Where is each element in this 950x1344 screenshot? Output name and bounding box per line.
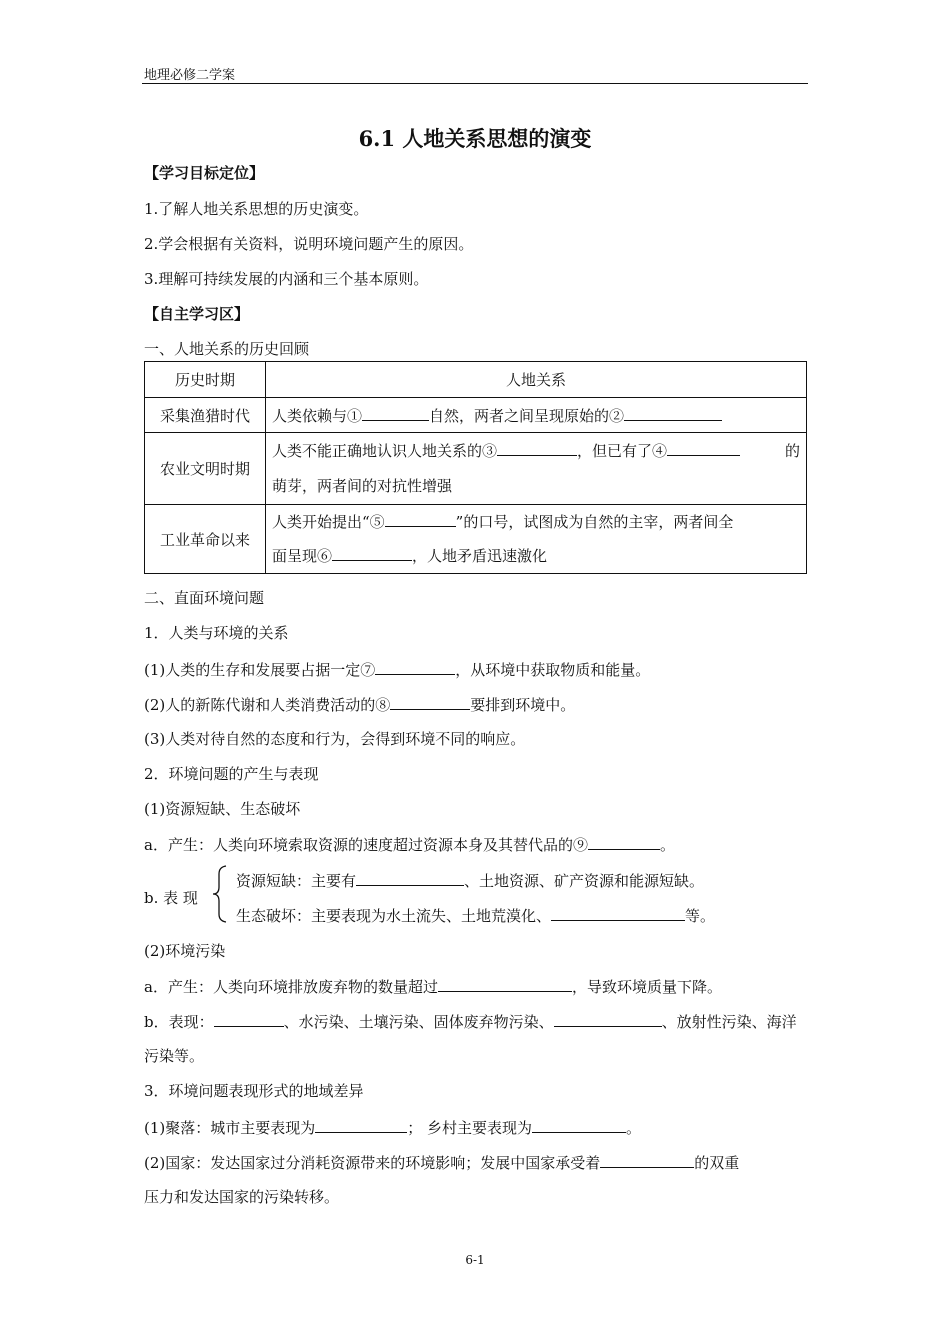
subsection-2-3: 3．环境问题表现形式的地域差异 — [144, 1082, 364, 1100]
country-line-cont: 压力和发达国家的污染转移。 — [144, 1188, 340, 1206]
blank-5[interactable] — [385, 510, 456, 527]
resource-shortage-line: 资源短缺：主要有 、土地资源、矿产资源和能源短缺。 — [236, 869, 704, 891]
table-row — [145, 398, 807, 433]
paragraph-2-2: (2)环境污染 — [144, 942, 226, 960]
blank-15[interactable] — [315, 1116, 407, 1133]
paragraph-1-1: (1)人类的生存和发展要占据一定⑦ ，从环境中获取物质和能量。 — [144, 658, 650, 680]
blank-3[interactable] — [497, 439, 577, 456]
table-header-period: 历史时期 — [145, 362, 266, 398]
blank-12[interactable] — [438, 975, 572, 992]
blank-14[interactable] — [554, 1010, 662, 1027]
relation-cell: 人类不能正确地认识人地关系的③ ，但已有了④ 的 萌芽，两者间的对抗性增强 — [266, 433, 807, 505]
self-study-heading: 【自主学习区】 — [144, 305, 250, 323]
ecological-damage-line: 生态破坏：主要表现为水土流失、土地荒漠化、 等。 — [236, 904, 715, 926]
history-table — [144, 361, 807, 574]
objectives-heading: 【学习目标定位】 — [144, 164, 265, 182]
period-cell: 采集渔猎时代 — [145, 398, 266, 433]
header-divider — [142, 83, 808, 84]
table-header-relation: 人地关系 — [266, 362, 807, 398]
paragraph-1-2: (2)人的新陈代谢和人类消费活动的⑧ 要排到环境中。 — [144, 693, 575, 715]
blank-6[interactable] — [332, 544, 412, 561]
page-number: 6-1 — [465, 1253, 485, 1267]
blank-9[interactable] — [588, 833, 660, 850]
pollution-manifestation-cont: 污染等。 — [144, 1047, 205, 1065]
paragraph-1-3: (3)人类对待自然的态度和行为，会得到环境不同的响应。 — [144, 730, 526, 748]
blank-13[interactable] — [214, 1010, 284, 1027]
period-cell: 工业革命以来 — [145, 505, 266, 574]
pollution-manifestation-line: b．表现： 、水污染、土壤污染、固体废弃物污染、 、放射性污染、海洋 — [144, 1010, 797, 1032]
objective-3: 3.理解可持续发展的内涵和三个基本原则。 — [144, 270, 429, 288]
subsection-2-2: 2．环境问题的产生与表现 — [144, 765, 319, 783]
table-header-row — [145, 362, 807, 398]
page-header: 地理必修二学案 — [144, 68, 236, 83]
relation-cell: 人类依赖与① 自然，两者之间呈现原始的② — [266, 398, 807, 433]
blank-11[interactable] — [551, 904, 685, 921]
blank-8[interactable] — [390, 693, 470, 710]
objective-2: 2.学会根据有关资料，说明环境问题产生的原因。 — [144, 235, 474, 253]
blank-16[interactable] — [532, 1116, 626, 1133]
curly-brace-icon — [210, 864, 230, 924]
blank-1[interactable] — [362, 404, 429, 421]
blank-4[interactable] — [667, 439, 740, 456]
section1-heading: 一、人地关系的历史回顾 — [144, 340, 310, 358]
settlement-line: (1)聚落：城市主要表现为 ； 乡村主要表现为 。 — [144, 1116, 641, 1138]
blank-2[interactable] — [624, 404, 722, 421]
blank-7[interactable] — [375, 658, 455, 675]
table-row — [145, 433, 807, 505]
section2-heading: 二、直面环境问题 — [144, 589, 265, 607]
blank-10[interactable] — [356, 869, 464, 886]
page-title: 6.1 人地关系思想的演变 — [358, 126, 592, 151]
table-row — [145, 505, 807, 574]
subsection-2-1: 1．人类与环境的关系 — [144, 624, 289, 642]
pollution-cause-line: a．产生：人类向环境排放废弃物的数量超过 ，导致环境质量下降。 — [144, 975, 722, 997]
paragraph-2-a: a．产生：人类向环境索取资源的速度超过资源本身及其替代品的⑨ 。 — [144, 833, 675, 855]
country-line: (2)国家：发达国家过分消耗资源带来的环境影响；发展中国家承受着 的双重 — [144, 1151, 739, 1173]
paragraph-2-1: (1)资源短缺、生态破坏 — [144, 800, 301, 818]
period-cell: 农业文明时期 — [145, 433, 266, 505]
blank-17[interactable] — [600, 1151, 694, 1168]
relation-cell: 人类开始提出“⑤ ”的口号，试图成为自然的主宰，两者间全 面呈现⑥ ，人地矛盾迅速激化 — [266, 505, 807, 574]
label-b-manifestation: b. 表 现 — [144, 889, 198, 907]
objective-1: 1.了解人地关系思想的历史演变。 — [144, 200, 369, 218]
